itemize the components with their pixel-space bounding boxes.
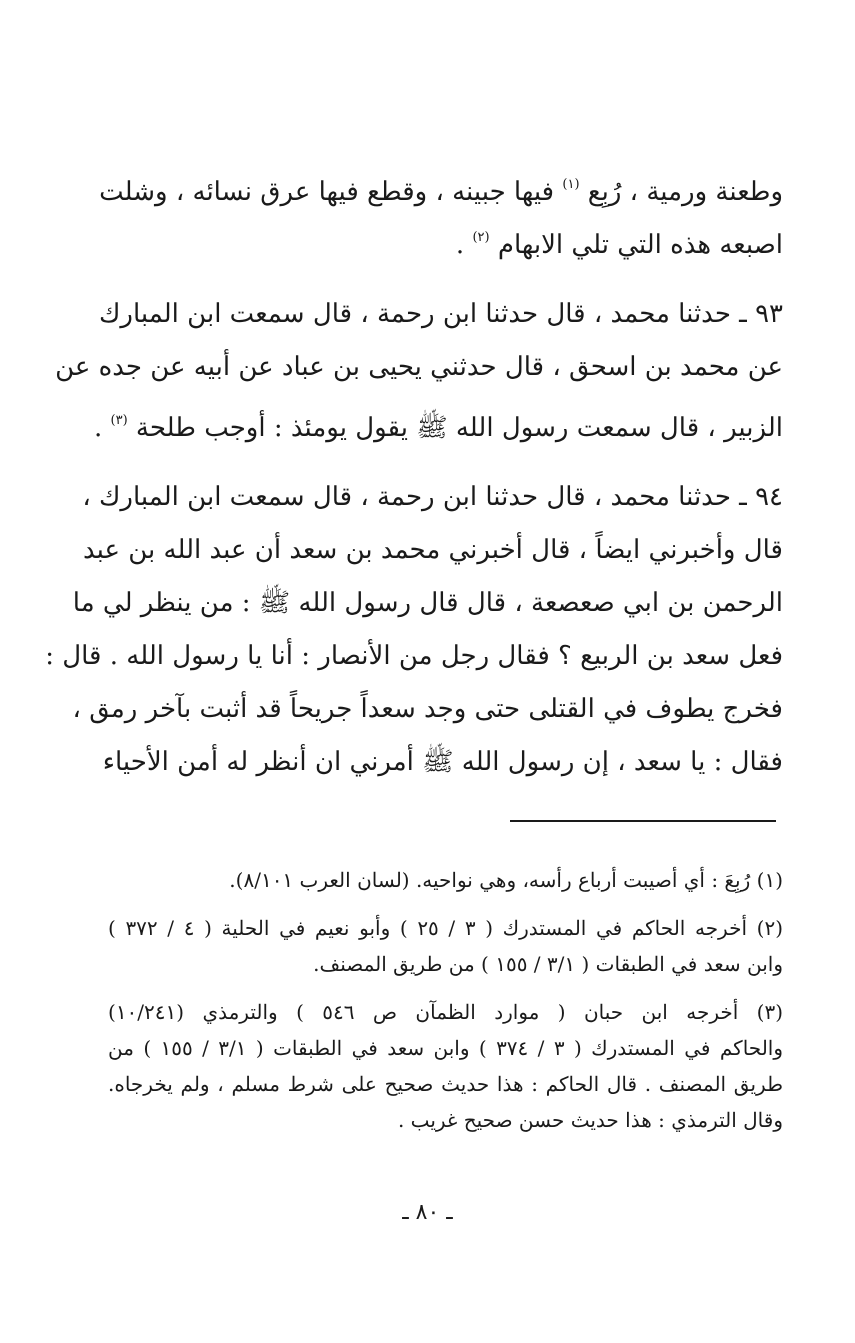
hadith-94-line-3: الرحمن بن ابي صعصعة ، قال قال رسول الله ﷺ : من ينظر لي ما xyxy=(72,588,783,618)
footnote-2-line-2: وابن سعد في الطبقات ( ٣/١ / ١٥٥ ) من طريق المصنف. xyxy=(313,952,783,976)
footnote-2 xyxy=(108,910,783,982)
footnotes-section xyxy=(108,862,783,1150)
page-number: ـ ٨٠ ـ xyxy=(402,1200,453,1225)
hadith-94-line-1: ٩٤ ـ حدثنا محمد ، قال حدثنا ابن رحمة ، قال سمعت ابن المبارك ، xyxy=(82,482,783,512)
footnote-3 xyxy=(108,994,783,1138)
footnote-3-line-3: طريق المصنف . قال الحاكم : هذا حديث صحيح على شرط مسلم ، ولم يخرجاه. xyxy=(108,1072,783,1096)
hadith-93-line-3: الزبير ، قال سمعت رسول الله ﷺ يقول يومئذ : أوجب طلحة $^{(٣)}$ . xyxy=(93,413,783,443)
intro-paragraph xyxy=(99,158,783,264)
footnote-mark-2: (٢) xyxy=(472,230,490,245)
footnote-mark-1: (١) xyxy=(562,177,580,192)
hadith-93-paragraph xyxy=(55,288,783,447)
footnote-3-line-1: (٣) أخرجه ابن حبان ( موارد الظمآن ص ٥٤٦ ) والترمذي (١٠/٢٤١) xyxy=(108,1000,784,1024)
footnote-3-line-2: والحاكم في المستدرك ( ٣ / ٣٧٤ ) وابن سعد في الطبقات ( ٣/١ / ١٥٥ ) من xyxy=(108,1036,784,1060)
hadith-93-line-2: عن محمد بن اسحق ، قال حدثني يحيى بن عباد عن أبيه عن جده عن xyxy=(55,352,783,382)
hadith-94-line-6: فقال : يا سعد ، إن رسول الله ﷺ أمرني ان أنظر له أمن الأحياء xyxy=(102,747,783,777)
hadith-94-line-2: قال وأخبرني ايضاً ، قال أخبرني محمد بن سعد أن عبد الله بن عبد xyxy=(82,535,783,565)
footnote-mark-3: (٣) xyxy=(110,413,128,428)
hadith-94-line-5: فخرج يطوف في القتلى حتى وجد سعداً جريحاً قد أثبت بآخر رمق ، xyxy=(72,694,783,724)
footnote-1 xyxy=(108,862,783,898)
hadith-94-paragraph xyxy=(45,471,783,789)
footnote-1-line-1: (١) رُبِعَ : أي أصيبت أرباع رأسه، وهي نواحيه. (لسان العرب ٨/١٠١). xyxy=(229,868,783,892)
footnote-separator xyxy=(510,820,776,822)
footnote-2-line-1: (٢) أخرجه الحاكم في المستدرك ( ٣ / ٢٥ ) وأبو نعيم في الحلية ( ٤ / ٣٧٢ ) xyxy=(108,916,784,940)
intro-line-2: اصبعه هذه التي تلي الابهام $^{(٢)}$ . xyxy=(455,230,783,260)
hadith-93-line-1: ٩٣ ـ حدثنا محمد ، قال حدثنا ابن رحمة ، قال سمعت ابن المبارك xyxy=(98,299,783,329)
hadith-94-line-4: فعل سعد بن الربيع ؟ فقال رجل من الأنصار : أنا يا رسول الله . قال : xyxy=(45,641,783,671)
intro-line-1: وطعنة ورمية ، رُبِع $^{(١)}$ فيها جبينه ، وقطع فيها عرق نسائه ، وشلت xyxy=(99,177,783,207)
footnote-3-line-4: وقال الترمذي : هذا حديث حسن صحيح غريب . xyxy=(397,1108,783,1132)
